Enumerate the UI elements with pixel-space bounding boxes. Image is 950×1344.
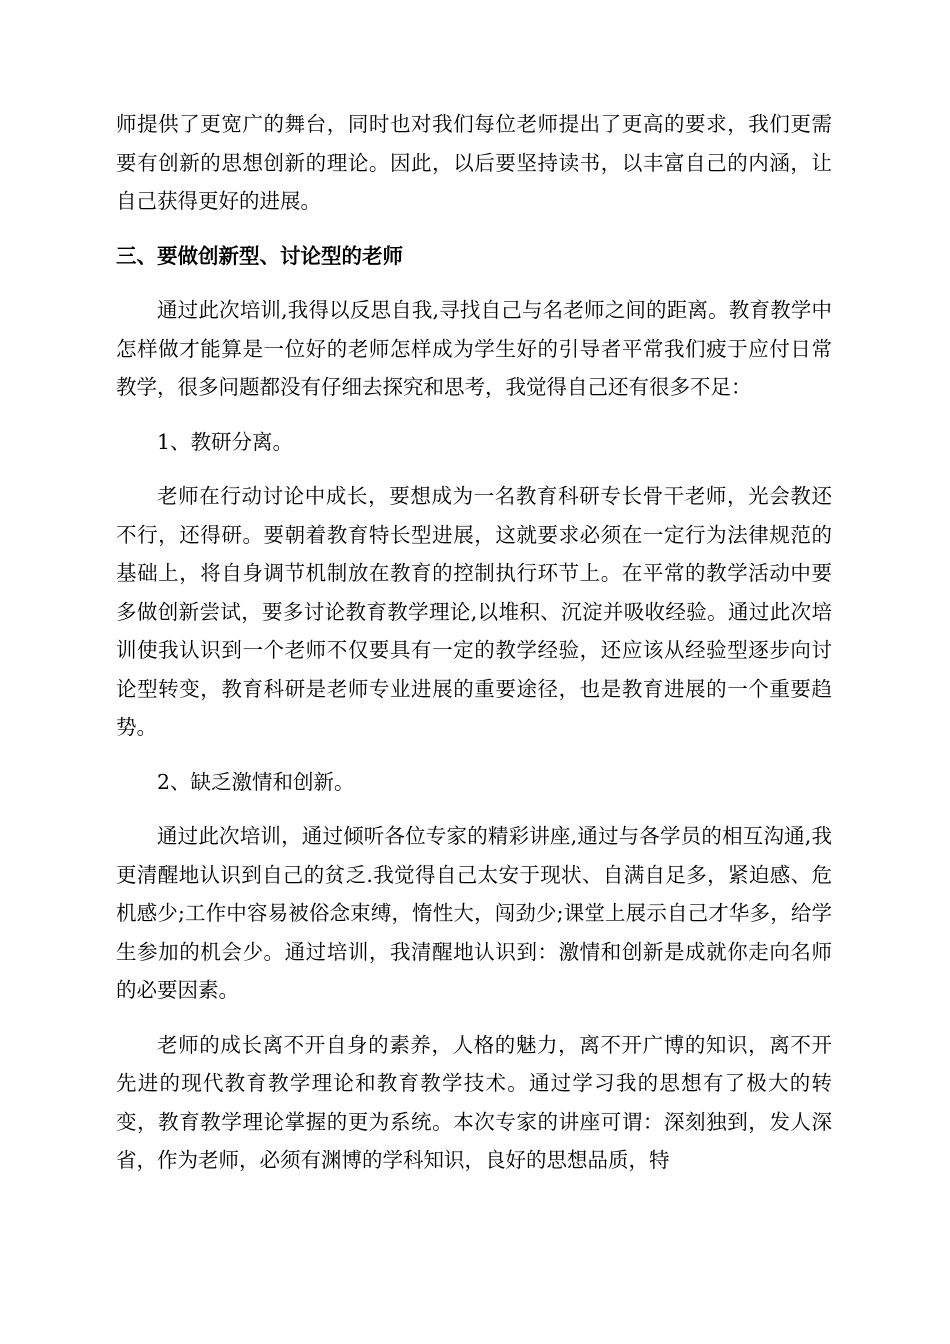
paragraph-continuation: 师提供了更宽广的舞台，同时也对我们每位老师提出了更高的要求，我们更需要有创新的思想创新的理论。因此，以后要坚持读书，以丰富自己的内涵，让自己获得更好的进展。 <box>116 112 832 213</box>
section-heading: 三、要做创新型、讨论型的老师 <box>116 243 403 268</box>
list-item-1: 1、教研分离。 <box>157 429 294 454</box>
paragraph-research: 老师在行动讨论中成长，要想成为一名教育科研专长骨干老师，光会教还不行，还得研。要朝着教育特长型进展，这就要求必须在一定行为法律规范的基础上，将自身调节机制放在教育的控制执行环节上。在平常的教学活动中要多做创新尝试，要多讨论教育教学理论,以堆积、沉淀并吸收经验。通过此次培训使我认识到一个老师不仅要具有一定的教学经验，还应该从经验型逐步向讨论型转变，教育科研是老师专业进展的重要途径，也是教育进展的一个重要趋势。 <box>116 484 832 739</box>
list-item-2: 2、缺乏激情和创新。 <box>157 769 355 794</box>
paragraph-passion: 通过此次培训，通过倾听各位专家的精彩讲座,通过与各学员的相互沟通,我更清醒地认识到自己的贫乏.我觉得自己太安于现状、自满自足多，紧迫感、危机感少;工作中容易被俗念束缚，惰性大，闯劲少;课堂上展示自己才华多，给学生参加的机会少。通过培训，我清醒地认识到：激情和创新是成就你走向名师的必要因素。 <box>116 824 832 1002</box>
paragraph-reflection: 通过此次培训,我得以反思自我,寻找自己与名老师之间的距离。教育教学中怎样做才能算是一位好的老师怎样成为学生好的引导者平常我们疲于应付日常教学，很多问题都没有仔细去探究和思考，我觉得自己还有很多不足： <box>116 298 832 399</box>
document-body <box>116 105 832 1196</box>
paragraph-growth: 老师的成长离不开自身的素养，人格的魅力，离不开广博的知识，离不开先进的现代教育教学理论和教育教学技术。通过学习我的思想有了极大的转变，教育教学理论掌握的更为系统。本次专家的讲座可谓：深刻独到，发人深省，作为老师，必须有渊博的学科知识，良好的思想品质，特 <box>116 1032 832 1172</box>
